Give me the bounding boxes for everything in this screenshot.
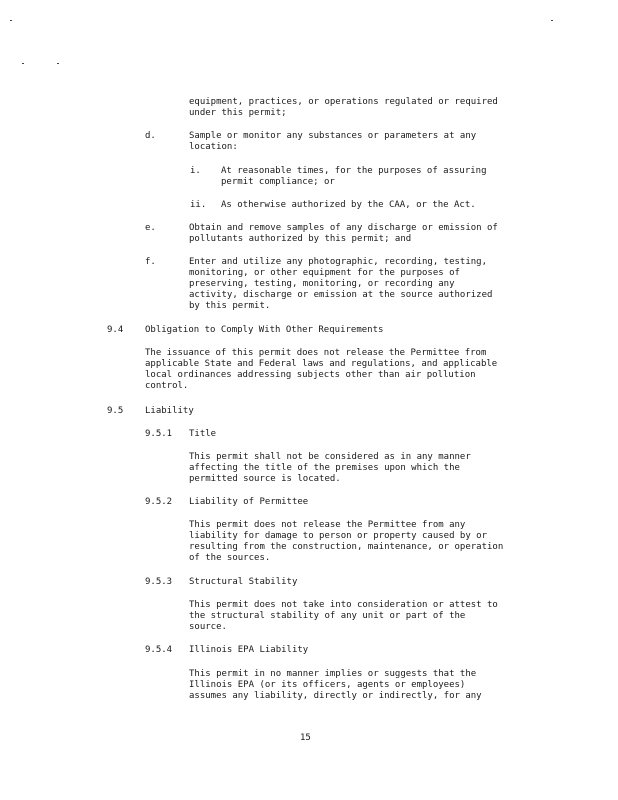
subsection-9-5-1-title: Title <box>189 429 217 439</box>
section-9-4-title: Obligation to Comply With Other Requirements <box>145 325 384 335</box>
page-number: 15 <box>300 733 311 743</box>
subsection-9-5-2-title: Liability of Permittee <box>189 497 309 507</box>
section-9-4-text: The issuance of this permit does not release the Permittee from applicable State and Federal laws and regulations, and applicable local ordinances addressing subjects other than air pollution control. <box>145 348 498 391</box>
item-e-label: e. <box>145 223 156 233</box>
section-9-5-title: Liability <box>145 406 194 416</box>
section-9-5-number: 9.5 <box>107 406 124 416</box>
subsection-9-5-2-number: 9.5.2 <box>145 497 173 507</box>
item-d-ii-label: ii. <box>190 200 207 210</box>
subsection-9-5-4-number: 9.5.4 <box>145 645 173 655</box>
item-d-ii-text: As otherwise authorized by the CAA, or the Act. <box>221 200 476 210</box>
section-9-4-number: 9.4 <box>107 325 124 335</box>
subsection-9-5-3-title: Structural Stability <box>189 577 298 587</box>
scan-speck <box>57 63 59 64</box>
item-d-i-text: At reasonable times, for the purposes of assuring permit compliance; or <box>221 166 487 187</box>
scan-speck <box>10 20 12 21</box>
subsection-9-5-2-text: This permit does not release the Permittee from any liability for damage to person or property caused by or resulting from the construction, maintenance, or operation of the sources. <box>189 520 504 563</box>
subsection-9-5-4-title: Illinois EPA Liability <box>189 645 309 655</box>
item-f-label: f. <box>145 257 156 267</box>
item-e-text: Obtain and remove samples of any discharge or emission of pollutants authorized by this permit; and <box>189 223 498 244</box>
intro-paragraph: equipment, practices, or operations regulated or required under this permit; <box>189 97 498 118</box>
subsection-9-5-3-number: 9.5.3 <box>145 577 173 587</box>
subsection-9-5-1-text: This permit shall not be considered as in any manner affecting the title of the premises upon which the permitted source is located. <box>189 452 471 484</box>
item-d-label: d. <box>145 131 156 141</box>
subsection-9-5-4-text: This permit in no manner implies or suggests that the Illinois EPA (or its officers, agents or employees) assumes any liability, directly or indirectly, for any <box>189 669 482 701</box>
item-d-i-label: i. <box>190 166 201 176</box>
item-f-text: Enter and utilize any photographic, recording, testing, monitoring, or other equipment for the purposes of preserving, testing, monitoring, or recording any activity, discharge or emission at the source authorized by this permit. <box>189 257 493 311</box>
scan-speck <box>551 20 553 21</box>
subsection-9-5-1-number: 9.5.1 <box>145 429 173 439</box>
scan-speck <box>22 63 24 64</box>
subsection-9-5-3-text: This permit does not take into consideration or attest to the structural stability of any unit or part of the source. <box>189 600 498 632</box>
item-d-text: Sample or monitor any substances or parameters at any location: <box>189 131 477 152</box>
